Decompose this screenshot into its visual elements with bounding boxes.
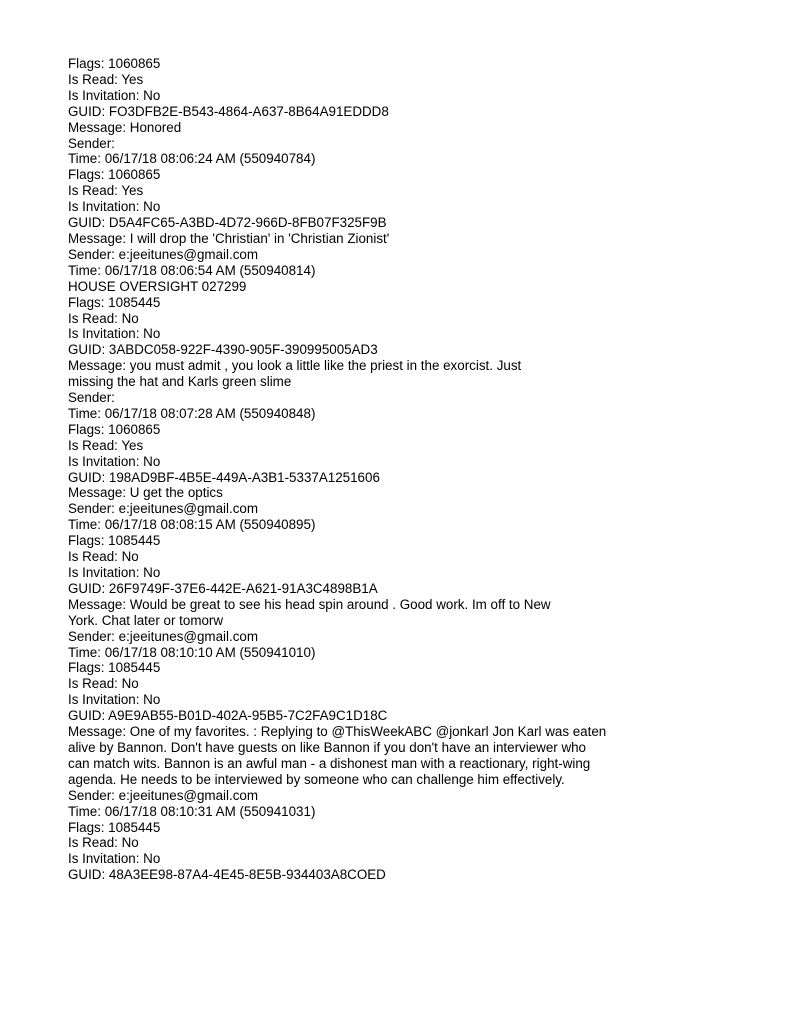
flags-line: Flags: 1060865 bbox=[68, 167, 161, 183]
is-read-line: Is Read: No bbox=[68, 310, 139, 326]
message-line: Message: I will drop the 'Christian' in 'Christian Zionist' bbox=[68, 230, 390, 246]
is-invitation-line: Is Invitation: No bbox=[68, 199, 161, 215]
guid-line: GUID: FO3DFB2E-B543-4864-A637-8B64A91EDDD8 bbox=[68, 103, 389, 119]
flags-line: Flags: 1085445 bbox=[68, 660, 161, 676]
message-line: Message: U get the optics bbox=[68, 485, 223, 501]
guid-line: GUID: D5A4FC65-A3BD-4D72-966D-8FB07F325F9B bbox=[68, 215, 387, 231]
sender-line: Sender: e:jeeitunes@gmail.com bbox=[68, 501, 258, 517]
guid-line: GUID: 26F9749F-37E6-442E-A621-91A3C4898B1A bbox=[68, 580, 378, 596]
is-read-line: Is Read: No bbox=[68, 835, 139, 851]
is-read-line: Is Read: Yes bbox=[68, 437, 144, 453]
message-continuation-line: missing the hat and Karls green slime bbox=[68, 374, 292, 390]
is-invitation-line: Is Invitation: No bbox=[68, 565, 161, 580]
is-read-line: Is Read: Yes bbox=[68, 71, 144, 87]
is-read-line: Is Read: No bbox=[68, 676, 139, 692]
flags-line: Flags: 1060865 bbox=[68, 56, 161, 71]
sender-line: Sender: e:jeeitunes@gmail.com bbox=[68, 246, 258, 262]
flags-line: Flags: 1085445 bbox=[68, 294, 161, 310]
flags-line: Flags: 1085445 bbox=[68, 819, 161, 835]
sender-line: Sender: e:jeeitunes@gmail.com bbox=[68, 628, 258, 644]
flags-line: Flags: 1060865 bbox=[68, 421, 161, 437]
time-line: Time: 06/17/18 08:07:28 AM (550940848) bbox=[68, 405, 316, 421]
time-line: Time: 06/17/18 08:10:31 AM (550941031) bbox=[68, 803, 316, 819]
message-continuation-line: agenda. He needs to be interviewed by someone who can challenge him effectively. bbox=[68, 771, 565, 787]
is-invitation-line: Is Invitation: No bbox=[68, 453, 161, 469]
sender-line: Sender: e:jeeitunes@gmail.com bbox=[68, 787, 258, 803]
time-line: Time: 06/17/18 08:10:10 AM (550941010) bbox=[68, 644, 316, 660]
is-invitation-line: Is Invitation: No bbox=[68, 87, 161, 103]
is-invitation-line: Is Invitation: No bbox=[68, 326, 161, 342]
message-line: Message: Honored bbox=[68, 119, 182, 135]
flags-line: Flags: 1085445 bbox=[68, 533, 161, 549]
time-line: Time: 06/17/18 08:06:54 AM (550940814) bbox=[68, 262, 316, 278]
is-invitation-line: Is Invitation: No bbox=[68, 851, 161, 867]
bates-stamp: HOUSE OVERSIGHT 027299 bbox=[68, 278, 247, 294]
time-line: Time: 06/17/18 08:08:15 AM (550940895) bbox=[68, 517, 316, 533]
message-line: Message: Would be great to see his head spin around . Good work. Im off to New bbox=[68, 596, 551, 612]
is-invitation-line: Is Invitation: No bbox=[68, 692, 161, 708]
message-continuation-line: can match wits. Bannon is an awful man - a dishonest man with a reactionary, right-wing bbox=[68, 755, 591, 771]
guid-line: GUID: A9E9AB55-B01D-402A-95B5-7C2FA9C1D18C bbox=[68, 708, 388, 724]
is-read-line: Is Read: Yes bbox=[68, 183, 144, 199]
guid-line: GUID: 198AD9BF-4B5E-449A-A3B1-5337A1251606 bbox=[68, 469, 380, 485]
message-line: Message: One of my favorites. : Replying to @ThisWeekABC @jonkarl Jon Karl was eaten bbox=[68, 724, 607, 740]
time-line: Time: 06/17/18 08:06:24 AM (550940784) bbox=[68, 151, 316, 167]
document-page bbox=[68, 56, 768, 883]
message-continuation-line: York. Chat later or tomorw bbox=[68, 612, 224, 628]
sender-line: Sender: bbox=[68, 390, 115, 406]
guid-line: GUID: 3ABDC058-922F-4390-905F-390995005AD3 bbox=[68, 342, 378, 358]
message-line: Message: you must admit , you look a little like the priest in the exorcist. Just bbox=[68, 358, 522, 374]
is-read-line: Is Read: No bbox=[68, 549, 139, 565]
sender-line: Sender: bbox=[68, 135, 115, 151]
guid-line: GUID: 48A3EE98-87A4-4E45-8E5B-934403A8COED bbox=[68, 867, 386, 883]
message-continuation-line: alive by Bannon. Don't have guests on like Bannon if you don't have an interviewer who bbox=[68, 739, 587, 755]
